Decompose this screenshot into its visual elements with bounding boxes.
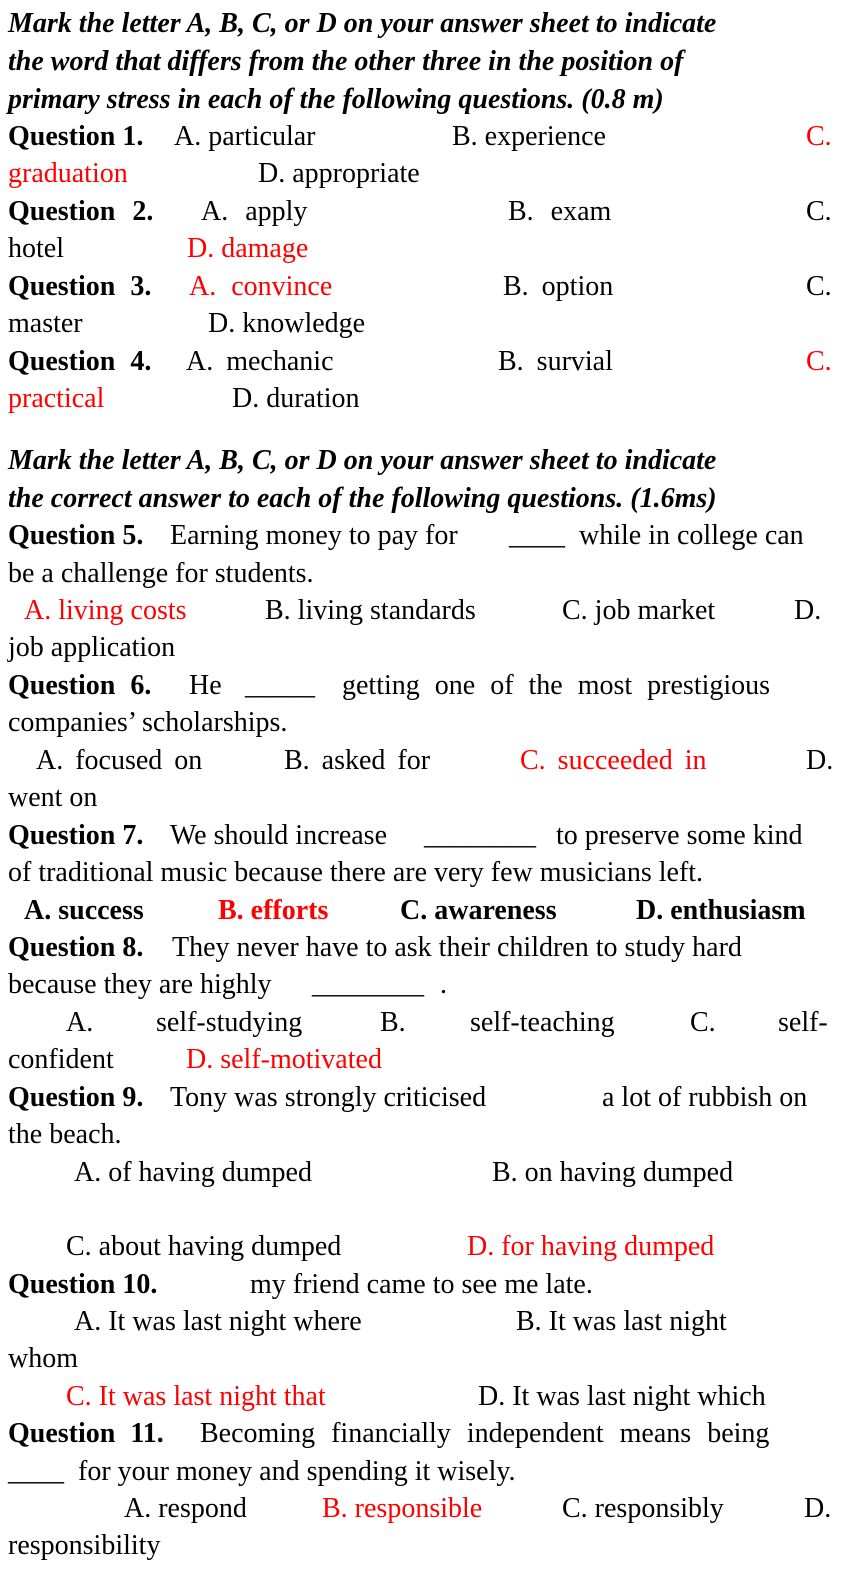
option-b: B. on having dumped (492, 1157, 734, 1188)
option-a: A. convince (189, 271, 333, 302)
option-d: D. self-motivated (186, 1044, 382, 1075)
option-c-letter: C. (806, 121, 832, 152)
question-text-cont: getting one of the most prestigious (342, 670, 771, 701)
option-c-letter: C. (806, 196, 832, 227)
section1-instruction-line-1: Mark the letter A, B, C, or D on your answer sheet to indicate (8, 8, 717, 39)
question-text: We should increase (170, 820, 387, 851)
option-c-letter: C. (806, 271, 832, 302)
question-11-options (0, 1491, 860, 1527)
option-d: D. for having dumped (467, 1231, 715, 1262)
question-text: my friend came to see me late. (250, 1269, 593, 1300)
question-7-options (0, 893, 860, 929)
question-text-line-2: companies’ scholarships. (8, 707, 288, 738)
question-text: They never have to ask their children to study hard (172, 932, 742, 963)
option-b: B. option (503, 271, 614, 302)
question-2 (0, 194, 860, 230)
option-d: D. knowledge (208, 308, 366, 339)
option-c-word: self- (778, 1007, 828, 1038)
question-9-options-line-2 (0, 1229, 860, 1265)
option-d-word: responsibility (8, 1530, 161, 1561)
option-c-word: graduation (8, 158, 128, 189)
option-c-word: practical (8, 383, 105, 414)
question-10-options (0, 1304, 860, 1340)
option-b: B. asked for (284, 745, 431, 776)
option-b: B. experience (452, 121, 606, 152)
option-a-letter: A. (66, 1007, 94, 1038)
option-c-word: master (8, 308, 83, 339)
section2-instruction-line-1: Mark the letter A, B, C, or D on your answer sheet to indicate (8, 445, 717, 476)
question-text-line-2: be a challenge for students. (8, 558, 314, 589)
option-b-cont: whom (8, 1343, 78, 1374)
option-c-letter: C. (806, 346, 832, 377)
option-b-word: self-teaching (470, 1007, 615, 1038)
question-text-cont: to preserve some kind (556, 820, 803, 851)
question-label: Question 11. (8, 1418, 164, 1449)
question-2-line-2 (0, 231, 860, 267)
question-text: Earning money to pay for (170, 520, 458, 551)
question-8 (0, 930, 860, 966)
option-a: A. of having dumped (74, 1157, 312, 1188)
option-c: C. responsibly (562, 1493, 724, 1524)
question-text: Tony was strongly criticised (170, 1082, 487, 1113)
question-text-line-2: of traditional music because there are very few musicians left. (8, 857, 704, 888)
option-c: C. awareness (400, 895, 557, 926)
option-a: A. respond (124, 1493, 247, 1524)
option-d-word: went on (8, 782, 98, 813)
question-9-options (0, 1155, 860, 1191)
question-label: Question 1. (8, 121, 144, 152)
answer-blank: _____ (245, 670, 315, 701)
question-7 (0, 818, 860, 854)
question-8-line-2 (0, 967, 860, 1003)
option-a: A. focused on (36, 745, 203, 776)
answer-blank: ____ (509, 520, 565, 551)
option-c: C. It was last night that (66, 1381, 326, 1412)
question-6-options-line-2 (0, 780, 860, 816)
question-4-line-2 (0, 381, 860, 417)
question-text: Becoming financially independent means being (200, 1418, 770, 1449)
question-8-options (0, 1005, 860, 1041)
option-c-word: hotel (8, 233, 64, 264)
option-b: B. living standards (265, 595, 476, 626)
answer-blank: ________ (424, 820, 536, 851)
option-a: A. success (24, 895, 144, 926)
question-11-options-line-2 (0, 1528, 860, 1564)
answer-blank: ____ (8, 1456, 64, 1487)
question-10 (0, 1267, 860, 1303)
question-4 (0, 344, 860, 380)
option-c: C. job market (562, 595, 716, 626)
option-d-letter: D. (806, 745, 834, 776)
question-label: Question 9. (8, 1082, 144, 1113)
option-a: A. particular (174, 121, 316, 152)
option-a: A. apply (201, 196, 308, 227)
option-d: D. damage (187, 233, 309, 264)
question-label: Question 7. (8, 820, 144, 851)
question-8-options-line-2 (0, 1042, 860, 1078)
question-10-options-line-3 (0, 1379, 860, 1415)
option-d: D. enthusiasm (636, 895, 806, 926)
option-a-word: self-studying (156, 1007, 303, 1038)
question-1-line-2 (0, 156, 860, 192)
question-text-cont: a lot of rubbish on (602, 1082, 808, 1113)
question-text-line-2: the beach. (8, 1119, 122, 1150)
answer-blank: ________ (312, 969, 424, 1000)
question-5-options-line-2 (0, 630, 860, 666)
option-b: B. exam (508, 196, 612, 227)
question-7-line-2 (0, 855, 860, 891)
question-text-line-2: because they are highly (8, 969, 272, 1000)
question-text-cont: while in college can (579, 520, 804, 551)
question-text: He (189, 670, 222, 701)
question-label: Question 4. (8, 346, 152, 377)
question-label: Question 5. (8, 520, 144, 551)
question-9-line-2 (0, 1117, 860, 1153)
question-label: Question 6. (8, 670, 152, 701)
question-5 (0, 518, 860, 554)
section1-instruction-line-3: primary stress in each of the following questions. (0.8 m) (8, 84, 664, 115)
question-label: Question 3. (8, 271, 152, 302)
option-b: B. responsible (322, 1493, 483, 1524)
option-d: D. appropriate (258, 158, 420, 189)
question-5-options (0, 593, 860, 629)
section2-instruction-line-2: the correct answer to each of the following questions. (1.6ms) (8, 483, 717, 514)
question-9 (0, 1080, 860, 1116)
option-d-word: job application (8, 632, 176, 663)
question-11 (0, 1416, 860, 1452)
option-d: D. duration (232, 383, 360, 414)
question-label: Question 8. (8, 932, 144, 963)
question-6 (0, 668, 860, 704)
option-b: B. efforts (218, 895, 329, 926)
question-11-line-2 (0, 1454, 860, 1490)
question-text-line-2: for your money and spending it wisely. (78, 1456, 516, 1487)
question-5-line-2 (0, 556, 860, 592)
option-a: A. It was last night where (74, 1306, 362, 1337)
option-c: C. about having dumped (66, 1231, 342, 1262)
option-a: A. living costs (24, 595, 187, 626)
option-a: A. mechanic (186, 346, 334, 377)
question-1 (0, 119, 860, 155)
question-label: Question 10. (8, 1269, 158, 1300)
option-b: B. survial (498, 346, 613, 377)
question-6-line-2 (0, 705, 860, 741)
option-b-letter: B. (380, 1007, 406, 1038)
option-b: B. It was last night (516, 1306, 727, 1337)
option-c-word-cont: confident (8, 1044, 114, 1075)
question-10-options-line-2 (0, 1341, 860, 1377)
section1-instruction-line-2: the word that differs from the other three in the position of (8, 46, 684, 77)
option-c: C. succeeded in (520, 745, 707, 776)
option-d: D. It was last night which (478, 1381, 766, 1412)
option-d-letter: D. (804, 1493, 832, 1524)
question-3 (0, 269, 860, 305)
option-d-letter: D. (794, 595, 822, 626)
sentence-period: . (440, 969, 447, 1000)
question-label: Question 2. (8, 196, 154, 227)
question-3-line-2 (0, 306, 860, 342)
option-c-letter: C. (690, 1007, 716, 1038)
question-6-options (0, 743, 860, 779)
